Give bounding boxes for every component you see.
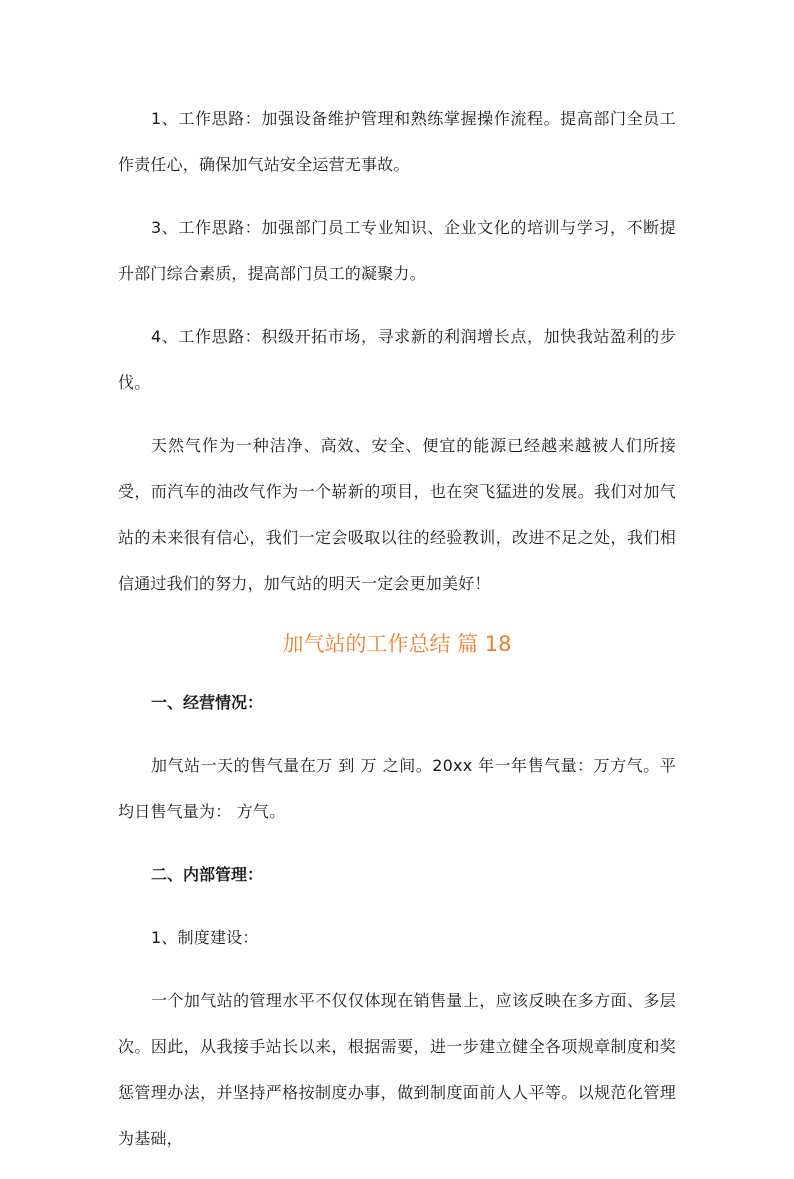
- paragraph-work-idea-4: 4、工作思路：积级开拓市场，寻求新的利润增长点，加快我站盈利的步伐。: [118, 327, 676, 392]
- section-title: 加气站的工作总结 篇 18: [282, 632, 512, 656]
- paragraph-system-building-label: 1、制度建设：: [151, 928, 259, 947]
- paragraph-work-idea-3: 3、工作思路：加强部门员工专业知识、企业文化的培训与学习，不断提升部门综合素质，提高部门员工的凝聚力。: [118, 218, 676, 283]
- paragraph-outlook: 天然气作为一种洁净、高效、安全、便宜的能源已经越来越被人们所接受，而汽车的油改气作为一个崭新的项目，也在突飞猛进的发展。我们对加气站的未来很有信心，我们一定会吸取以往的经验教训，改进不足之处，我们相信通过我们的努力，加气站的明天一定会更加美好！: [118, 436, 676, 593]
- paragraph-sales-volume: 加气站一天的售气量在万 到 万 之间。20xx 年一年售气量：万方气。平均日售气量为： 方气。: [118, 756, 676, 821]
- section-heading-internal-management: 二、内部管理：: [151, 865, 264, 884]
- paragraph-work-idea-1: 1、工作思路：加强设备维护管理和熟练掌握操作流程。提高部门全员工作责任心，确保加气站安全运营无事故。: [118, 109, 676, 174]
- paragraph-management-level: 一个加气站的管理水平不仅仅体现在销售量上，应该反映在多方面、多层次。因此，从我接手站长以来，根据需要，进一步建立健全各项规章制度和奖惩管理办法，并坚持严格按制度办事，做到制度面前人人平等。以规范化管理为基础，: [118, 991, 676, 1148]
- section-heading-operations: 一、经营情况：: [151, 693, 264, 712]
- document-body: [118, 96, 676, 1179]
